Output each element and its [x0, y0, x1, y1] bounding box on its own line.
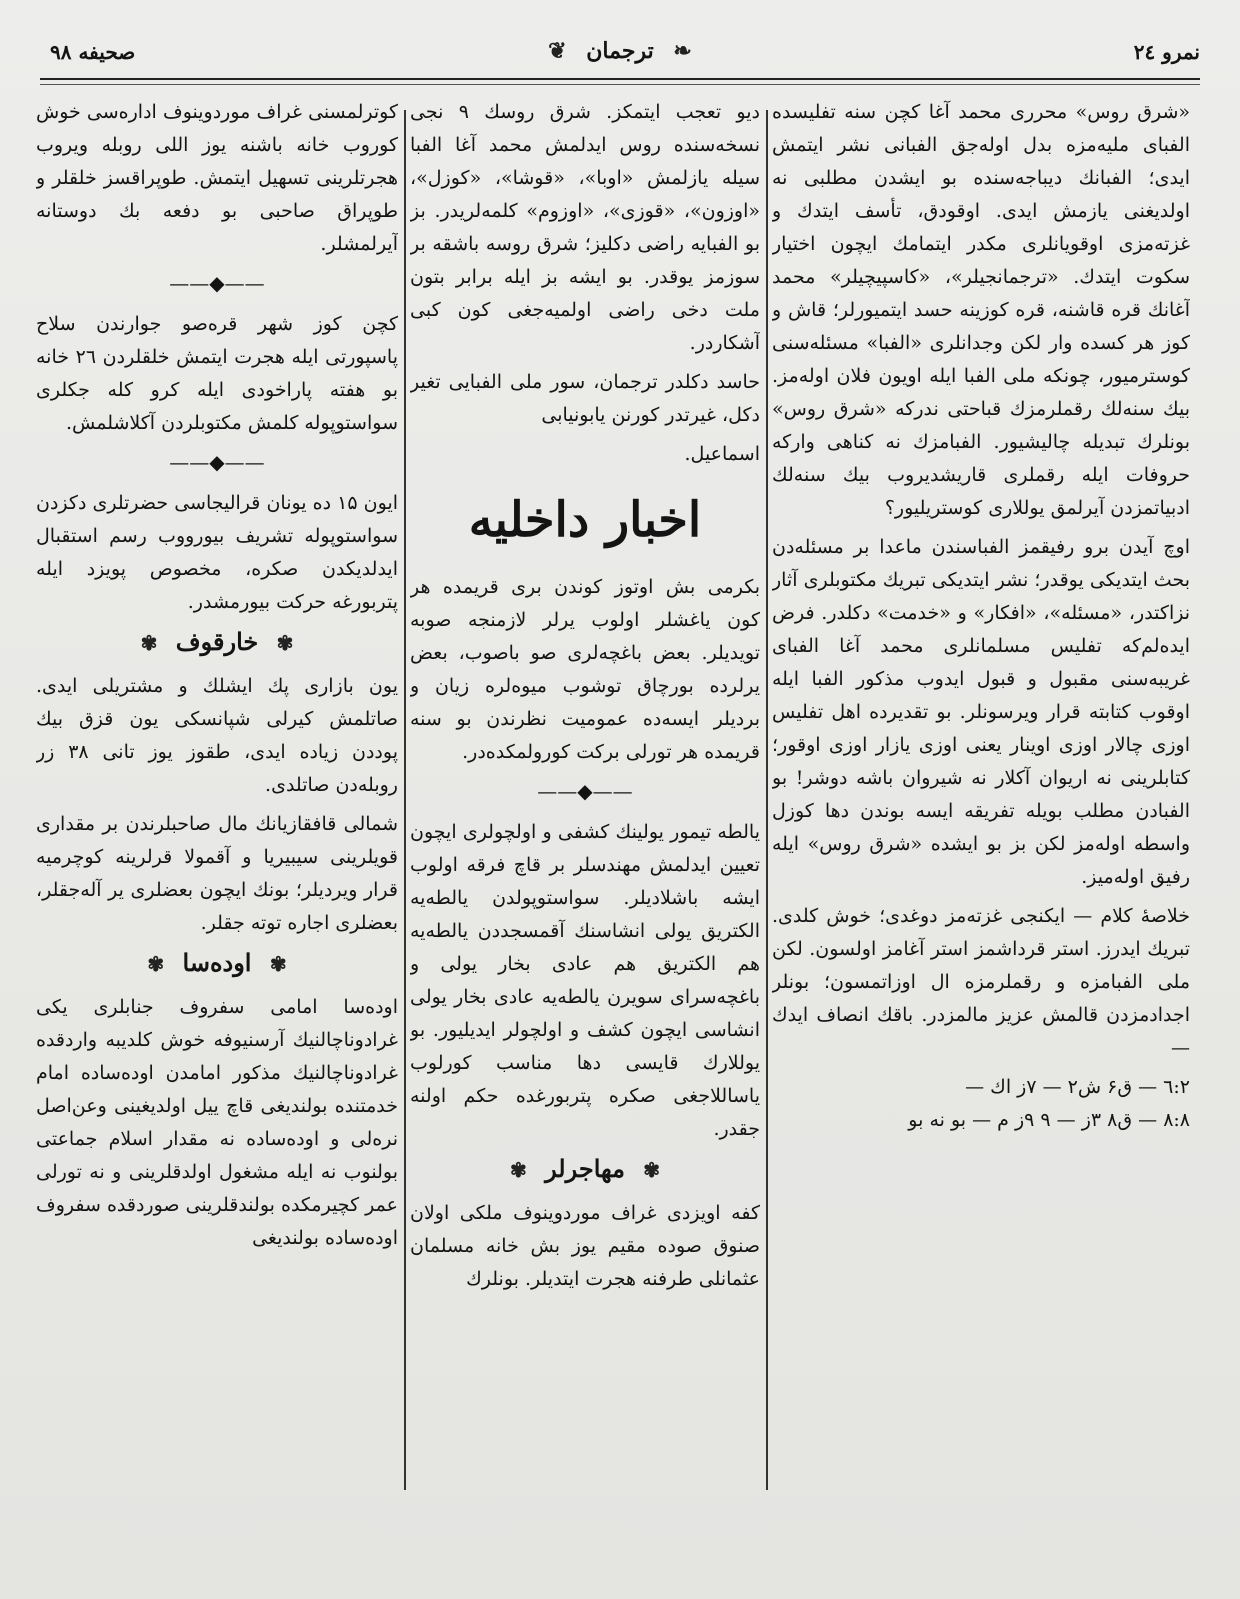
column-left — [36, 96, 398, 1486]
article-paragraph: یالطه تیمور یولینك کشفی و اولچولری ایچون تعیین ایدلمش مهندسلر بر قاچ فرقه اولوب ایشه باشلادیلر. سواستوپولدن یالطه‌یه الکتریق یولی انشاسنك آقمسجددن یالطه‌یه هم الکتریق هم عادی بخار یولی و باغچه‌سرای سویرن یالطه‌یه عادی بخار یولی انشاسی ایچون کشف و اولچولر ایدیلیور. بو یوللارك قایسی دها مناسب کورلوب یاساللاجغی صکره پتربورغده حکم اولنه جقدر. — [410, 821, 760, 1140]
column-middle — [410, 96, 760, 1486]
article-paragraph: کچن کوز شهر قره‌صو جوارندن سلاح پاسپورتی ایله هجرت ایتمش خلقلردن ۲٦ خانه بو هفته پاراخودی ایله کرو کله جکلری سواستوپوله کلمش مکتوبلردن آکلاشلمش. — [36, 313, 398, 434]
ornament-right-icon: ❧ — [673, 38, 692, 64]
page-header — [30, 30, 1210, 80]
header-rule-thin — [40, 84, 1200, 85]
newspaper-title-text: ترجمان — [586, 38, 654, 64]
article-paragraph: اوده‌سا امامی سفروف جنابلری یکی غرادوناچالنیك آرسنیوفه خوش کلدیبه واردقده غرادوناچالنیك مذکور امامدن اوده‌ساده امام خدمتنده بولندیغی قاچ ییل اولدیغینی وعن‌اصل نره‌لی و اوده‌ساده نه مقدار اسلام جماعتی بولنوب نه ایله مشغول اولدقلرینی و نه تورلی عمر کچیرمکده بولندقلرینی صوردقده سفروف اوده‌ساده بولندیغی — [36, 996, 398, 1249]
diamond-separator-icon: ——◆—— — [537, 779, 633, 803]
article-paragraph: بکرمی بش اوتوز کوندن بری قریمده هر کون یاغشلر اولوب یرلر لازمنجه صوبه تویدیلر. بعض باغچه‌لری صو باصوب، بعض یرلرده بورچاق توشوب میوه‌لره زیان و بردیلر ایسه‌ده عمومیت نظرندن بو سنه قریمده هر تورلی برکت کورولمکده‌در. — [410, 576, 760, 763]
section-heading — [36, 625, 398, 660]
header-rule — [40, 78, 1200, 80]
article-paragraph: اوچ آیدن برو رفیقمز الفباسندن ماعدا بر مسئله‌دن بحث ایتدیکی یوقدر؛ نشر ایتدیکی تبریك مکتوبلری آثار نزاکتدر، «مسئله»، «افکار» و «خدمت» دکلدر. فرض ایده‌لم‌که تفلیس مسلمانلری محمد آغا الفبای غریبه‌سنی مقبول و قبول ایدوب مذکور الفبا ایله اوقوب کتابته قرار ویرسونلر. بو تقدیرده اهل تفلیس اوزی چالار اوزی اوینار یعنی اوزی یازار اوزی اوقور؛ کتابلرینی نه اریوان آکلار نه شیروان باشه دوشر! بو الفبادن مطلب بویله تفریقه ایسه بوندن دها کوزل واسطه اوله‌مز لکن بز بو ایشده «شرق روس» ایله رفیق اوله‌میز. — [772, 536, 1190, 888]
ornament-icon: ✾ — [269, 952, 287, 976]
ornament-icon: ✾ — [643, 1158, 661, 1182]
section-heading-text: خارقوف — [175, 627, 259, 656]
diamond-separator-icon: ——◆—— — [169, 450, 265, 474]
ornament-icon: ✾ — [276, 631, 294, 655]
article-paragraph: کفه اویزدی غراف موردوینوف ملکی اولان صنوق صوده مقیم یوز بش خانه مسلمان عثمانلی طرفنه هجرت ایتدیلر. بونلرك — [410, 1202, 760, 1290]
section-heading — [36, 946, 398, 981]
numbers-line: ۲:٦ — ق۶ ش۲ — ۷ز اك — — [965, 1076, 1190, 1098]
article-paragraph: خلاصهٔ کلام — ایکنجی غزته‌مز دوغدی؛ خوش کلدی. تبریك ایدرز. استر قرداشمز استر آغامز اولسون. لکن ملی الفبامزه و رقملرمزه ال اوزاتمسون؛ بونلر اجدادمزدن قالمش عزیز مالمزدر. باقك انصاف ایدك — — [772, 905, 1190, 1059]
article-paragraph: حاسد دکلدر ترجمان، سور ملی الفبایی تغیر دکل، غیرتدر کورنن یابونیابی — [410, 371, 760, 426]
ornament-left-icon: ❦ — [548, 38, 567, 64]
ornament-icon: ✾ — [147, 952, 165, 976]
section-heading — [410, 1152, 760, 1187]
column-divider — [404, 110, 406, 1490]
numbers-line: ۸:۸ — ق۸ ۳ز — ۹ ۹ز م — بو نه بو — [908, 1109, 1190, 1131]
section-heading-text: مهاجرلر — [545, 1154, 625, 1183]
article-paragraph: ایون ۱۵ ده یونان قرالیجاسی حضرتلری دکزدن سواستوپوله تشریف بیورووب رسم استقبال ایدلدیکدن صکره، مخصوص پویزد ایله پتربورغه حرکت بیورمشدر. — [36, 492, 398, 613]
newspaper-title — [536, 38, 704, 64]
article-paragraph: کوترلمسنی غراف موردوینوف اداره‌سی خوش کوروب خانه باشنه یوز اللی روبله ویروب هجرتلرینی تسهیل ایتمش. طوپراقسز خلقلر و طوپراق صاحبی بو دفعه بك دوستانه آیرلمشلر. — [36, 101, 398, 255]
ornament-icon: ✾ — [140, 631, 158, 655]
section-heading: اخبار داخلیه — [468, 492, 702, 548]
ornament-icon: ✾ — [509, 1158, 527, 1182]
article-paragraph: یون بازاری پك ایشلك و مشتریلی ایدی. صاتلمش کیرلی شپانسکی یون قزق بیك پوددن زیاده ایدی، طقوز یوز تانی ۳۸ زر روبله‌دن صاتلدی. — [36, 675, 398, 796]
column-divider — [766, 110, 768, 1490]
page-number: صحیفه ۹۸ — [50, 40, 136, 64]
column-right — [772, 96, 1190, 1486]
article-paragraph: شمالی قافقازیانك مال صاحبلرندن بر مقداری قویلرینی سیبیریا و آقمولا قرلرینه کوچرمیه قرار ویردیلر؛ بونك ایچون بعضلری یر آله‌جقلر، بعضلری اجاره تو‌ته جقلر. — [36, 813, 398, 934]
article-paragraph: «شرق روس» محرری محمد آغا کچن سنه تفلیسده الفبای ملیه‌مزه بدل اوله‌جق الفبانی نشر ایتمش ایدی؛ الفبانك دیباجه‌سنده بو ایشدن مطلبی نه اولدیغنی یازمش ایدی. اوقودق، تأسف ایتدك و غزته‌مزی اوقویانلری مکدر ایتمامك ایچون اختیار سکوت ایتدك. «ترجمانجیلر»، «کاسپیچیلر» محمد آغانك قره قاشنه، قره کوزینه حسد ایتمیورلر؛ قاش و کوز هر کسده وار لکن وجدانلری «الفبا» مسئله‌سنی کوسترمیور، چونکه ملی الفبا ایله اویون فلان اوله‌مز. بیك سنه‌لك رقملرمزك قباحتی ندرکه «شرق روس» بونلرك تبدیله چالیشیور. الفبامزك نه کناهی وارکه حروفات ایله رقملری قاریشدیروب بیك سنه‌لك ادبیاتمزدن آیرلمق یوللاری کوستریلیور؟ — [772, 101, 1190, 519]
signature: اسماعیل. — [684, 443, 760, 465]
article-paragraph: دیو تعجب ایتمکز. شرق روسك ۹ نجی نسخه‌سنده روس ایدلمش محمد آغا الفبا سیله یازلمش «اوبا»، «قوشا»، «کوزل»، «اوزون»، «قوزی»، «اوزوم» کلمه‌لریدر. بز بو الفبایه راضی دکلیز؛ شرق روسه باشقه بر سوزمز یوقدر. بو ایشه بز ایله برابر بتون ملت دخی راضی اولمیه‌جغی کون کبی آشکاردر. — [410, 101, 760, 354]
issue-number: نمرو ۲٤ — [1133, 40, 1200, 64]
diamond-separator-icon: ——◆—— — [169, 271, 265, 295]
section-heading-text: اوده‌سا — [182, 948, 252, 977]
